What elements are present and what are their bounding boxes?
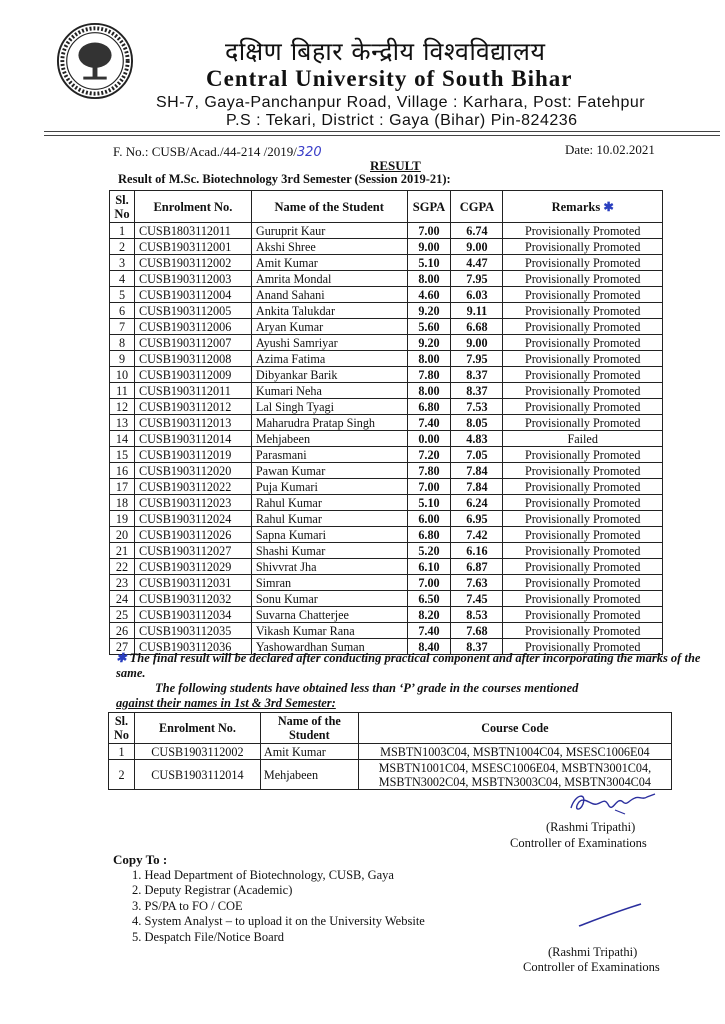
remarks-cell: Provisionally Promoted [503,639,663,655]
enrolment-cell: CUSB1903112031 [134,575,251,591]
list-item: 3. PS/PA to FO / COE [132,898,243,913]
sl-no-cell: 22 [110,559,135,575]
star-icon: ✱ [116,651,127,665]
student-name-cell: Aryan Kumar [251,319,407,335]
sl-no-cell: 1 [110,223,135,239]
cgpa-cell: 9.00 [451,239,503,255]
sgpa-cell: 8.20 [407,607,451,623]
table-row [109,744,672,760]
student-name-cell: Ayushi Samriyar [251,335,407,351]
address-line-2: P.S : Tekari, District : Gaya (Bihar) Pin-824236 [226,112,578,129]
sl-no-cell: 1 [109,744,135,760]
enrolment-cell: CUSB1903112024 [134,511,251,527]
sgpa-cell: 7.00 [407,479,451,495]
sgpa-cell: 8.00 [407,383,451,399]
note-final-result-text: The final result will be declared after conducting practical component and after incorporating the marks of the same. [116,651,701,680]
student-name-cell: Mehjabeen [260,760,358,790]
student-name-cell: Guruprit Kaur [251,223,407,239]
remarks-cell: Provisionally Promoted [503,399,663,415]
note-low-grade: The following students have obtained less than ‘P’ grade in the courses mentioned [155,681,579,695]
address-line-1: SH-7, Gaya-Panchanpur Road, Village : Karhara, Post: Fatehpur [156,94,646,111]
university-name: Central University of South Bihar [206,66,573,91]
enrolment-cell: CUSB1903112022 [134,479,251,495]
remarks-cell: Provisionally Promoted [503,591,663,607]
table-row [110,223,663,239]
sgpa-cell: 7.00 [407,575,451,591]
student-name-cell: Vikash Kumar Rana [251,623,407,639]
sl-no-cell: 9 [110,351,135,367]
student-name-cell: Dibyankar Barik [251,367,407,383]
course-code-cell: MSBTN1003C04, MSBTN1004C04, MSESC1006E04 [358,744,671,760]
table-row [110,543,663,559]
enrolment-cell: CUSB1903112027 [134,543,251,559]
table-row [110,495,663,511]
enrolment-cell: CUSB1903112008 [134,351,251,367]
sl-no-cell: 27 [110,639,135,655]
remarks-cell: Provisionally Promoted [503,495,663,511]
remarks-cell: Provisionally Promoted [503,575,663,591]
table-row [110,383,663,399]
university-seal-icon [56,22,134,100]
table-row [110,303,663,319]
student-name-cell: Rahul Kumar [251,511,407,527]
table-row [110,463,663,479]
low-grade-table [108,712,672,790]
header-course-code: Course Code [358,713,671,744]
remarks-cell: Provisionally Promoted [503,511,663,527]
cgpa-cell: 7.84 [451,463,503,479]
list-item: 5. Despatch File/Notice Board [132,929,285,944]
student-name-cell: Ankita Talukdar [251,303,407,319]
enrolment-cell: CUSB1903112004 [134,287,251,303]
enrolment-cell: CUSB1903112011 [134,383,251,399]
sgpa-cell: 0.00 [407,431,451,447]
sl-no-cell: 21 [110,543,135,559]
sl-no-cell: 16 [110,463,135,479]
sgpa-cell: 4.60 [407,287,451,303]
header-student-name: Name of the Student [260,713,358,744]
cgpa-cell: 8.37 [451,383,503,399]
signature-image [565,788,665,818]
student-name-cell: Suvarna Chatterjee [251,607,407,623]
enrolment-cell: CUSB1903112013 [134,415,251,431]
signature-mark [575,900,645,930]
sgpa-cell: 7.00 [407,223,451,239]
student-name-cell: Anand Sahani [251,287,407,303]
sl-no-cell: 3 [110,255,135,271]
remarks-cell: Provisionally Promoted [503,559,663,575]
sgpa-cell: 5.10 [407,495,451,511]
student-name-cell: Shivvrat Jha [251,559,407,575]
header-enrolment: Enrolment No. [134,713,260,744]
result-table [109,190,663,655]
enrolment-cell: CUSB1903112005 [134,303,251,319]
signatory-name: (Rashmi Tripathi) [548,945,638,959]
student-name-cell: Amit Kumar [251,255,407,271]
table-row [110,591,663,607]
signatory-title: Controller of Examinations [523,960,660,974]
sl-no-cell: 24 [110,591,135,607]
remarks-cell: Provisionally Promoted [503,479,663,495]
student-name-cell: Sonu Kumar [251,591,407,607]
sl-no-cell: 5 [110,287,135,303]
course-code-cell [358,760,671,790]
cgpa-cell: 6.24 [451,495,503,511]
table-row [110,607,663,623]
list-item: 2. Deputy Registrar (Academic) [132,883,293,898]
student-name-cell: Sapna Kumari [251,527,407,543]
student-name-cell: Amrita Mondal [251,271,407,287]
table-row [110,623,663,639]
cgpa-cell: 7.95 [451,351,503,367]
header-remarks-label: Remarks [551,199,601,214]
sgpa-cell: 7.40 [407,415,451,431]
remarks-cell: Provisionally Promoted [503,287,663,303]
table-row [110,271,663,287]
remarks-cell: Provisionally Promoted [503,623,663,639]
remarks-cell: Provisionally Promoted [503,607,663,623]
sgpa-cell: 8.40 [407,639,451,655]
student-name-cell: Azima Fatima [251,351,407,367]
enrolment-cell: CUSB1903112014 [134,431,251,447]
cgpa-cell: 6.95 [451,511,503,527]
sgpa-cell: 7.20 [407,447,451,463]
enrolment-cell: CUSB1903112029 [134,559,251,575]
table-row [110,527,663,543]
sgpa-cell: 5.20 [407,543,451,559]
student-name-cell: Rahul Kumar [251,495,407,511]
sgpa-cell: 7.80 [407,367,451,383]
cgpa-cell: 6.68 [451,319,503,335]
cgpa-cell: 7.42 [451,527,503,543]
document-date: Date: 10.02.2021 [565,142,655,157]
student-name-cell: Pawan Kumar [251,463,407,479]
enrolment-cell: CUSB1903112035 [134,623,251,639]
remarks-cell: Provisionally Promoted [503,303,663,319]
table-row [110,447,663,463]
sl-no-cell: 10 [110,367,135,383]
cgpa-cell: 4.83 [451,431,503,447]
remarks-cell: Provisionally Promoted [503,463,663,479]
cgpa-cell: 4.47 [451,255,503,271]
header-remarks [503,191,663,223]
table-row [110,399,663,415]
copy-to-label: Copy To : [113,852,168,867]
sgpa-cell: 9.20 [407,303,451,319]
enrolment-cell: CUSB1903112014 [134,760,260,790]
sl-no-cell: 26 [110,623,135,639]
header-student-name: Name of the Student [251,191,407,223]
sgpa-cell: 9.20 [407,335,451,351]
sgpa-cell: 5.60 [407,319,451,335]
table-row [110,351,663,367]
table-row [110,431,663,447]
sgpa-cell: 9.00 [407,239,451,255]
sgpa-cell: 7.40 [407,623,451,639]
remarks-cell: Provisionally Promoted [503,223,663,239]
table-row [110,367,663,383]
enrolment-cell: CUSB1903112026 [134,527,251,543]
remarks-cell: Provisionally Promoted [503,527,663,543]
sl-no-cell: 19 [110,511,135,527]
table-row [109,760,672,790]
sl-no-cell: 4 [110,271,135,287]
list-item: 4. System Analyst – to upload it on the University Website [132,914,425,929]
student-name-cell: Shashi Kumar [251,543,407,559]
cgpa-cell: 6.87 [451,559,503,575]
table-row [110,479,663,495]
remarks-cell: Provisionally Promoted [503,351,663,367]
signatory-title: Controller of Examinations [510,836,647,850]
remarks-cell: Provisionally Promoted [503,543,663,559]
cgpa-cell: 6.03 [451,287,503,303]
student-name-cell: Lal Singh Tyagi [251,399,407,415]
enrolment-cell: CUSB1903112002 [134,744,260,760]
enrolment-cell: CUSB1903112032 [134,591,251,607]
remarks-cell: Provisionally Promoted [503,271,663,287]
student-name-cell: Puja Kumari [251,479,407,495]
cgpa-cell: 7.45 [451,591,503,607]
cgpa-cell: 6.74 [451,223,503,239]
sl-no-cell: 23 [110,575,135,591]
sgpa-cell: 5.10 [407,255,451,271]
sl-no-cell: 11 [110,383,135,399]
enrolment-cell: CUSB1903112007 [134,335,251,351]
student-name-cell: Parasmani [251,447,407,463]
sl-no-cell: 14 [110,431,135,447]
table-row [110,415,663,431]
enrolment-cell: CUSB1903112034 [134,607,251,623]
result-of-line: Result of M.Sc. Biotechnology 3rd Semester (Session 2019-21): [118,172,451,186]
cgpa-cell: 7.95 [451,271,503,287]
header-sl-no: Sl. No [109,713,135,744]
result-heading: RESULT [370,158,421,173]
sgpa-cell: 6.80 [407,527,451,543]
file-number-text: F. No.: CUSB/Acad./44-214 /2019/ [113,144,297,159]
cgpa-cell: 7.84 [451,479,503,495]
remarks-cell: Provisionally Promoted [503,447,663,463]
student-name-cell: Maharudra Pratap Singh [251,415,407,431]
header-divider [44,131,720,136]
cgpa-cell: 9.00 [451,335,503,351]
sl-no-cell: 13 [110,415,135,431]
remarks-cell: Failed [503,431,663,447]
sl-no-cell: 7 [110,319,135,335]
sgpa-cell: 6.50 [407,591,451,607]
sl-no-cell: 25 [110,607,135,623]
course-code-line: MSBTN3002C04, MSBTN3003C04, MSBTN3004C04 [378,774,651,789]
table-row [110,319,663,335]
enrolment-cell: CUSB1903112019 [134,447,251,463]
header-sl-no: Sl. No [110,191,135,223]
university-name-hindi: दक्षिण बिहार केन्द्रीय विश्वविद्यालय [225,37,546,66]
student-name-cell: Yashowardhan Suman [251,639,407,655]
student-name-cell: Akshi Shree [251,239,407,255]
enrolment-cell: CUSB1903112003 [134,271,251,287]
cgpa-cell: 8.53 [451,607,503,623]
cgpa-cell: 8.37 [451,367,503,383]
enrolment-cell: CUSB1903112036 [134,639,251,655]
signatory-name: (Rashmi Tripathi) [546,820,636,834]
enrolment-cell: CUSB1903112009 [134,367,251,383]
star-icon: ✱ [603,199,614,214]
cgpa-cell: 7.05 [451,447,503,463]
sl-no-cell: 12 [110,399,135,415]
sgpa-cell: 6.80 [407,399,451,415]
sl-no-cell: 8 [110,335,135,351]
table-row [110,335,663,351]
remarks-cell: Provisionally Promoted [503,319,663,335]
file-number-handwritten: 320 [296,145,322,160]
student-name-cell: Simran [251,575,407,591]
cgpa-cell: 8.05 [451,415,503,431]
sgpa-cell: 8.00 [407,351,451,367]
table-row [110,255,663,271]
note-final-result [116,650,716,681]
table-row [110,575,663,591]
course-code-line: MSBTN1001C04, MSESC1006E04, MSBTN3001C04, [378,760,652,775]
enrolment-cell: CUSB1903112023 [134,495,251,511]
file-number [113,144,322,160]
table-row [110,239,663,255]
sl-no-cell: 2 [109,760,135,790]
result-table-header [110,191,663,223]
enrolment-cell: CUSB1903112012 [134,399,251,415]
sl-no-cell: 20 [110,527,135,543]
sl-no-cell: 6 [110,303,135,319]
enrolment-cell: CUSB1803112011 [134,223,251,239]
table-row [110,287,663,303]
table-row [110,559,663,575]
header-sgpa: SGPA [407,191,451,223]
sl-no-cell: 18 [110,495,135,511]
enrolment-cell: CUSB1903112020 [134,463,251,479]
cgpa-cell: 7.68 [451,623,503,639]
remarks-cell: Provisionally Promoted [503,383,663,399]
cgpa-cell: 7.63 [451,575,503,591]
sl-no-cell: 17 [110,479,135,495]
cgpa-cell: 7.53 [451,399,503,415]
remarks-cell: Provisionally Promoted [503,415,663,431]
remarks-cell: Provisionally Promoted [503,239,663,255]
copy-to-list [132,868,425,945]
sgpa-cell: 6.00 [407,511,451,527]
low-grade-table-header [109,713,672,744]
student-name-cell: Kumari Neha [251,383,407,399]
table-row [110,511,663,527]
student-name-cell: Amit Kumar [260,744,358,760]
enrolment-cell: CUSB1903112001 [134,239,251,255]
remarks-cell: Provisionally Promoted [503,255,663,271]
note-low-grade-continued: against their names in 1st & 3rd Semester: [116,696,336,710]
cgpa-cell: 9.11 [451,303,503,319]
enrolment-cell: CUSB1903112002 [134,255,251,271]
sgpa-cell: 8.00 [407,271,451,287]
sl-no-cell: 15 [110,447,135,463]
list-item: 1. Head Department of Biotechnology, CUSB, Gaya [132,868,394,882]
sgpa-cell: 7.80 [407,463,451,479]
header-cgpa: CGPA [451,191,503,223]
remarks-cell: Provisionally Promoted [503,335,663,351]
sl-no-cell: 2 [110,239,135,255]
student-name-cell: Mehjabeen [251,431,407,447]
cgpa-cell: 8.37 [451,639,503,655]
cgpa-cell: 6.16 [451,543,503,559]
remarks-cell: Provisionally Promoted [503,367,663,383]
sgpa-cell: 6.10 [407,559,451,575]
enrolment-cell: CUSB1903112006 [134,319,251,335]
header-enrolment: Enrolment No. [134,191,251,223]
